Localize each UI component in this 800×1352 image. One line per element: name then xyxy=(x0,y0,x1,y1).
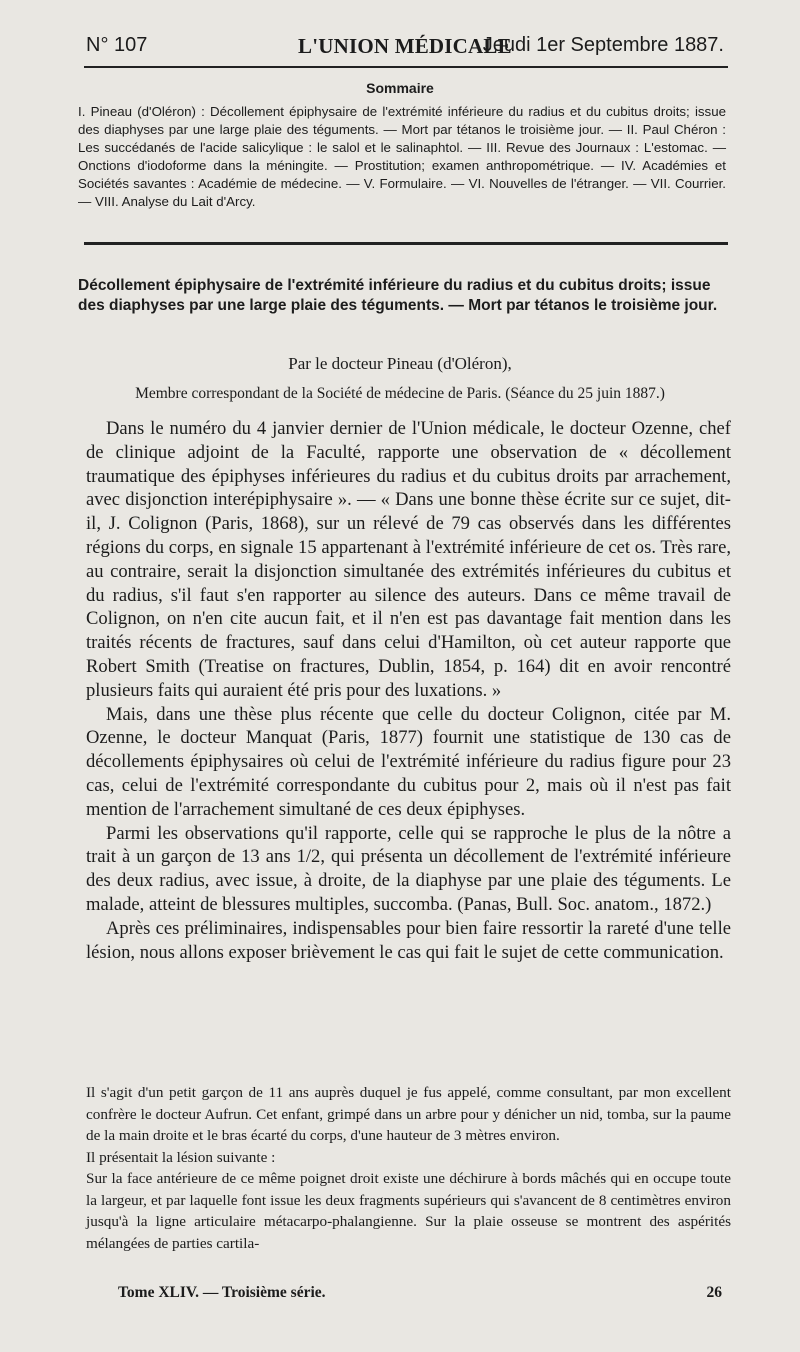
body-paragraph: Mais, dans une thèse plus récente que celle du docteur Colignon, citée par M. Ozenne, le docteur Manquat (Paris, 1877) fournit une statistique de 130 cas de décollements épiphysaires où celui de l'extrémité inférieure du radius figure pour 23 cas, celui de l'extrémité correspondante du cubitus pour 2, mais où il n'est pas fait mention de l'arrachement simultané de ces deux épiphyses. xyxy=(86,703,731,820)
sommaire-text-block xyxy=(78,103,726,211)
header-rule xyxy=(84,66,728,68)
body-paragraph: Après ces préliminaires, indispensables pour bien faire ressortir la rareté d'une telle lésion, nous allons exposer brièvement le cas qui fait le sujet de cette communication. xyxy=(86,917,731,963)
issue-number: N° 107 xyxy=(86,34,148,56)
issue-date: Jeudi 1er Septembre 1887. xyxy=(482,34,724,56)
case-paragraph: Sur la face antérieure de ce même poignet droit existe une déchirure à bords mâchés qui en occupe toute la largeur, et par laquelle font issue les deux fragments supérieurs qui s'avancent de 8 centimètres environ jusqu'à la ligne articulaire métacarpo-phalangienne. Sur la plaie osseuse se montrent des aspérités mélangées de parties cartila- xyxy=(86,1170,731,1252)
sommaire-rule xyxy=(84,242,728,245)
journal-title: L'UNION MÉDICALE xyxy=(298,34,512,58)
page-footer xyxy=(118,1284,722,1306)
tome-label: Tome XLIV. — Troisième série. xyxy=(118,1284,326,1301)
case-paragraph: Il s'agit d'un petit garçon de 11 ans auprès duquel je fus appelé, comme consultant, par mon excellent confrère le docteur Aufrun. Cet enfant, grimpé dans un arbre pour y dénicher un nid, tomba, sur la paume de la main droite et le bras écarté du corps, d'une hauteur de 3 mètres environ. xyxy=(86,1084,731,1144)
sommaire-heading: Sommaire xyxy=(366,80,434,96)
article-byline: Par le docteur Pineau (d'Oléron), xyxy=(288,354,512,373)
body-paragraph: Parmi les observations qu'il rapporte, celle qui se rapproche le plus de la nôtre a trait à un garçon de 13 ans 1/2, qui présenta un décollement de l'extrémité inférieure des deux radius, avec issue, à droite, de la diaphyse par une plaie des téguments. Le malade, atteint de blessures multiples, succomba. (Panas, Bull. Soc. anatom., 1872.) xyxy=(86,822,731,915)
article-body xyxy=(86,417,731,964)
body-paragraph: Dans le numéro du 4 janvier dernier de l'Union médicale, le docteur Ozenne, chef de clinique adjoint de la Faculté, rapporte une observation de « décollement traumatique des épiphyses inférieures du radius et du cubitus droits par arrachement, avec disjonction interépiphysaire ». — « Dans une bonne thèse écrite sur ce sujet, dit-il, J. Colignon (Paris, 1868), sur un rélevé de 79 cas observés dans les différentes régions du corps, en signale 15 appartenant à l'extrémité inférieure de cet os. Très rare, au contraire, serait la disjonction simultanée des extrémités inférieures du cubitus et du radius, s'il faut s'en rapporter au silence des auteurs. Dans ce même travail de Colignon, on n'en cite aucun fait, et il n'en est pas davantage fait mention dans les traités récents de fractures, sauf dans celui d'Hamilton, où cet auteur rapporte que Robert Smith (Treatise on fractures, Dublin, 1854, p. 164) dit en avoir rencontré plusieurs faits qui auraient été pris pour des luxations. » xyxy=(86,418,731,701)
case-paragraph: Il présentait la lésion suivante : xyxy=(86,1148,276,1166)
sommaire-text: I. Pineau (d'Oléron) : Décollement épiphysaire de l'extrémité inférieure du radius et du cubitus droits; issue des diaphyses par une large plaie des téguments. — Mort par tétanos le troisième jour. — II. Paul Chéron : Les succédanés de l'acide salicylique : le salol et le salinaphtol. — III. Revue des Journaux : L'estomac. — Onctions d'iodoforme dans la méningite. — Prostitution; examen anthropométrique. — IV. Académies et Sociétés savantes : Académie de médecine. — V. Formulaire. — VI. Nouvelles de l'étranger. — VII. Courrier. — VIII. Analyse du Lait d'Arcy. xyxy=(78,104,726,209)
article-title: Décollement épiphysaire de l'extrémité inférieure du radius et du cubitus droits; issue des diaphyses par une large plaie des téguments. — Mort par tétanos le troisième jour. xyxy=(78,277,718,314)
author-affiliation: Membre correspondant de la Société de médecine de Paris. (Séance du 25 juin 1887.) xyxy=(135,385,665,402)
page-header xyxy=(86,34,724,62)
case-report xyxy=(86,1082,731,1254)
page-number: 26 xyxy=(706,1284,722,1301)
